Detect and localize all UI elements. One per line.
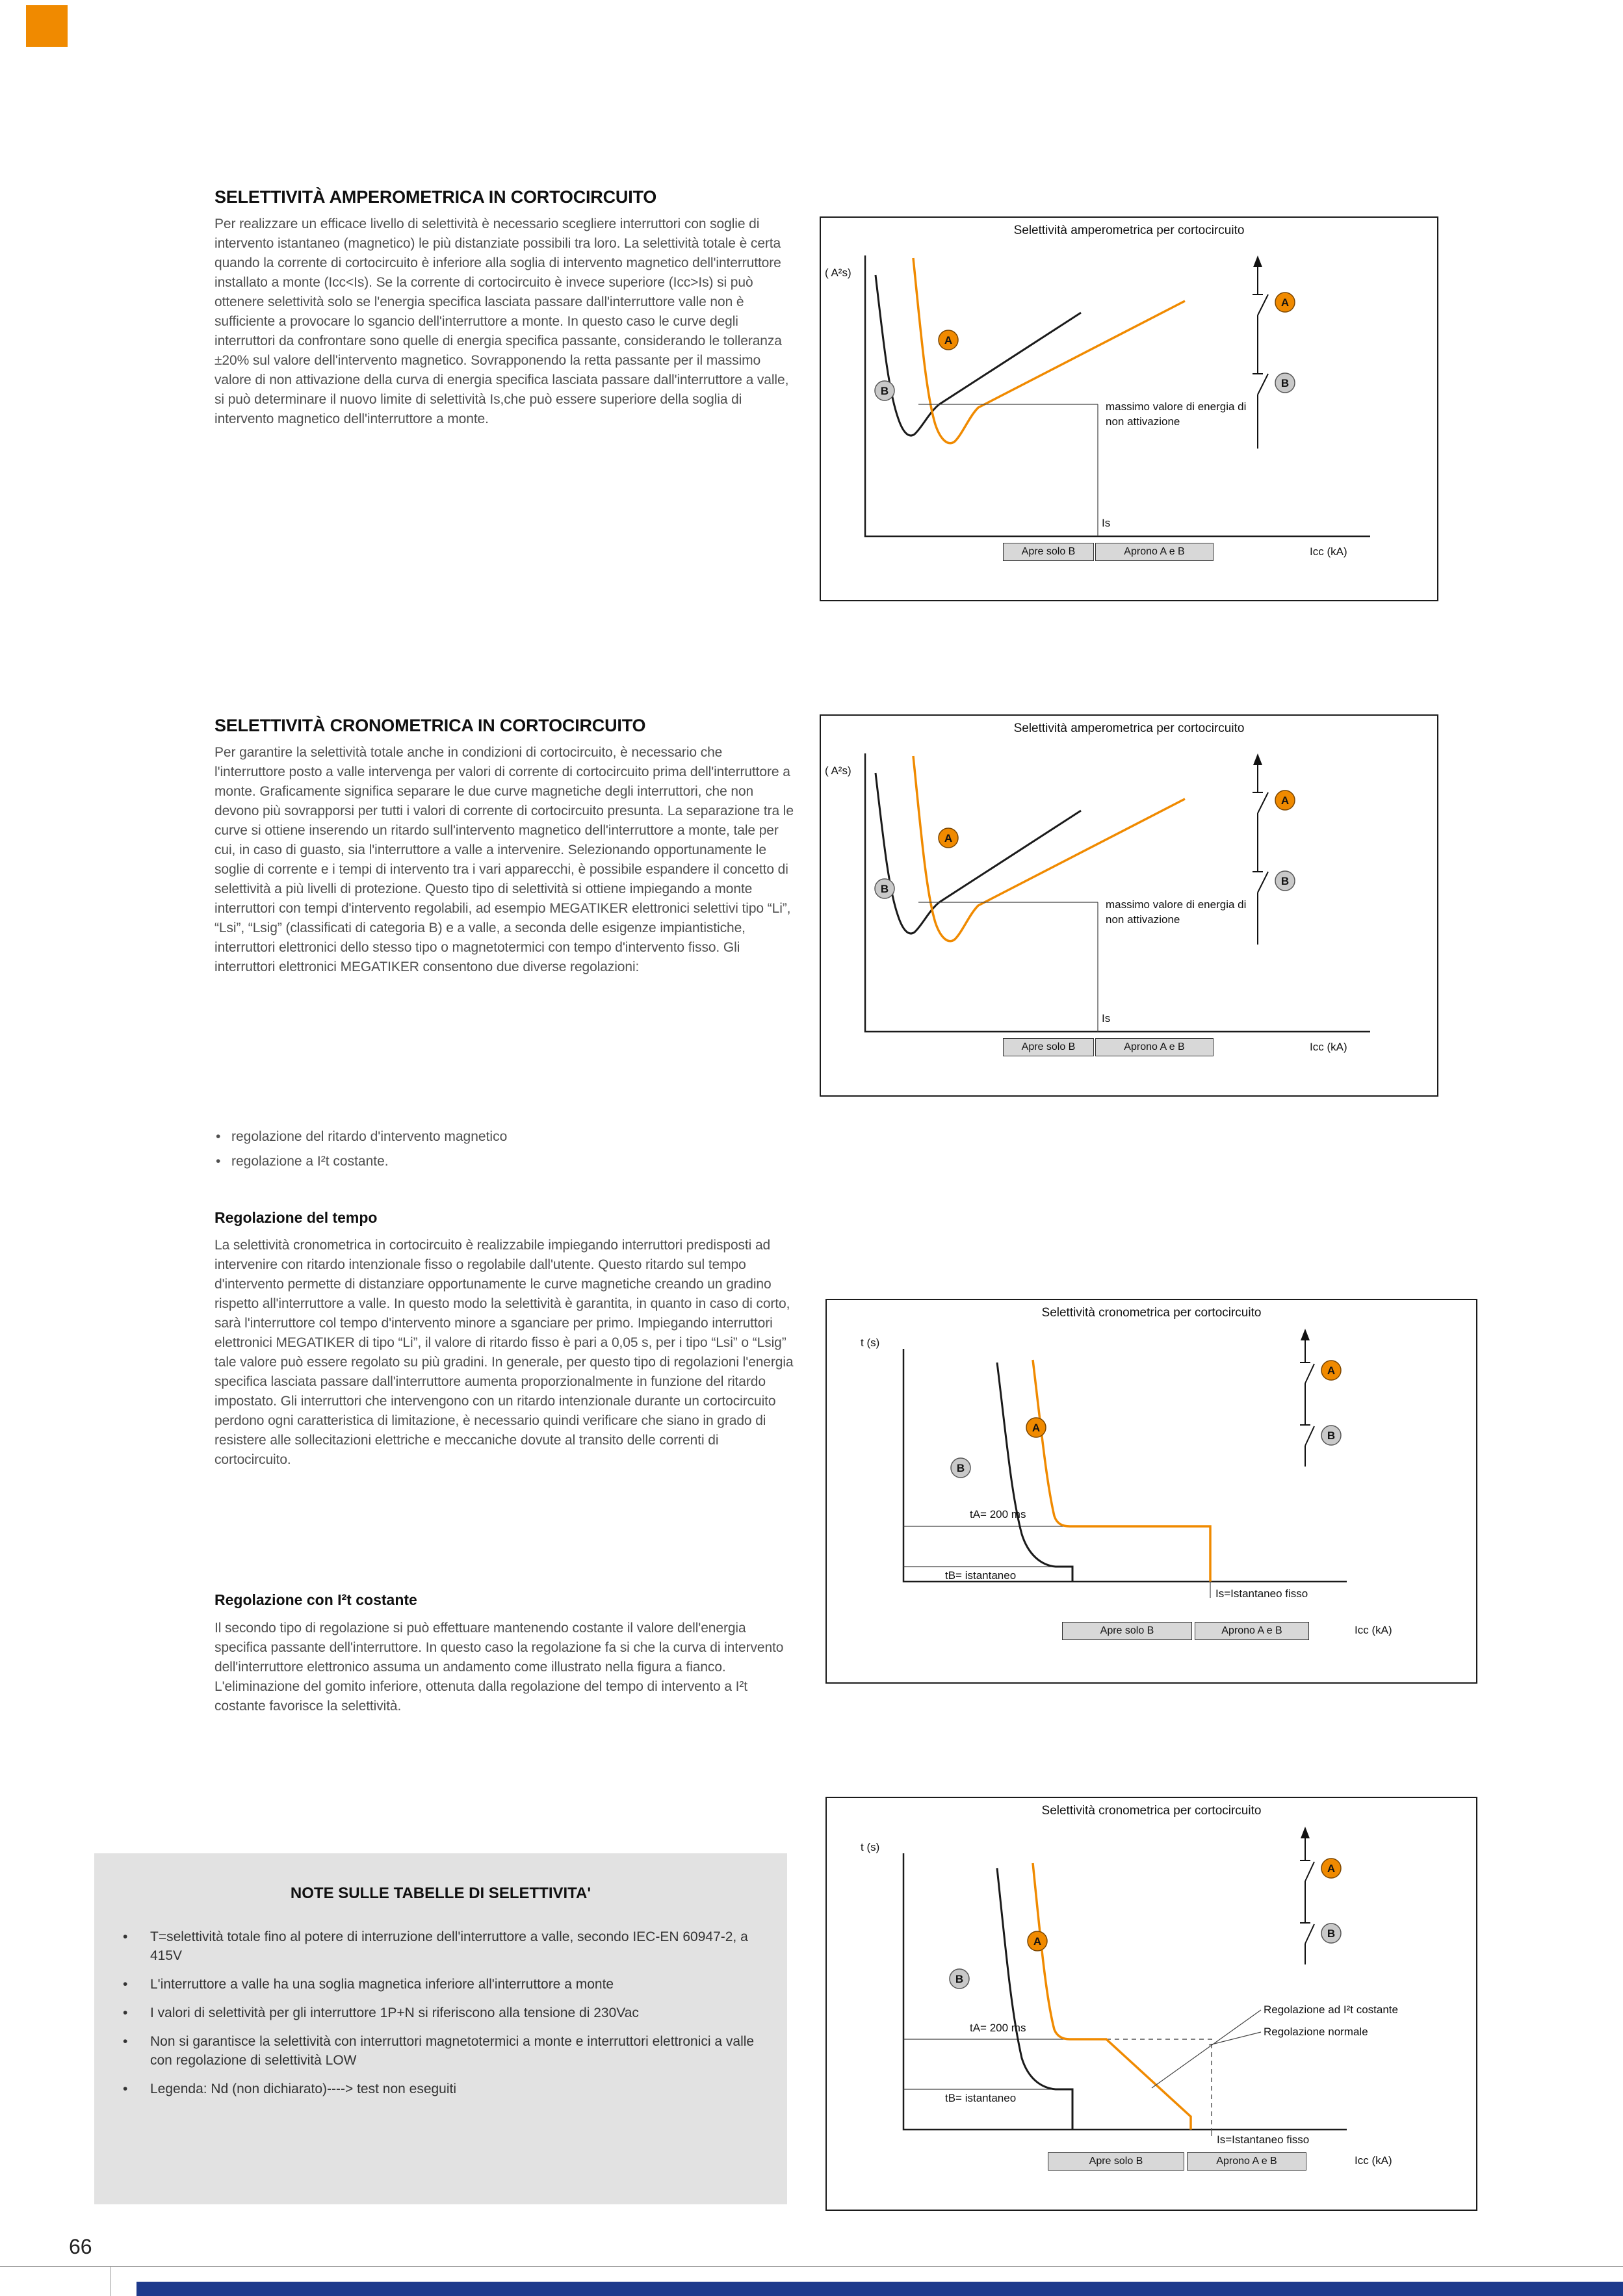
list-item: • Non si garantisce la selettività con interruttori magnetotermici a monte e interruttori elettronici a valle con regolazione di selettività LOW	[112, 2032, 760, 2070]
circuit-badge-b-label: B	[1327, 1429, 1336, 1442]
list-item: • I valori di selettività per gli interruttore 1P+N si riferiscono alla tensione di 230Vac	[112, 2003, 760, 2022]
selectivity-notes-box	[94, 1853, 787, 2204]
max-energy-reference-lines	[918, 902, 1098, 1032]
footer-blue-bar	[136, 2282, 1623, 2296]
section-amperometrica-body: Per realizzare un efficace livello di selettività è necessario scegliere interruttori con soglie di intervento istantaneo (magnetico) le più distanziate possibili tra loro. La selettività totale è certa quando la corrente di cortocircuito è inferiore alla soglia di intervento magnetico dell'interruttore installato a monte (Icc<Is). Se la corrente di cortocircuito è invece superiore (Icc>Is) si può ottenere selettività solo se l'energia specifica lasciata passare dall'interruttore valle non è sufficiente a provocare lo sgancio dell'interruttore a monte. In questo caso le curve degli interruttori da confrontare sono quelle di energia specifica passante, considerando le tolleranza ±20% sul valore dell'intervento magnetico. Sovrapponendo la retta passante per il massimo valore di non attivazione della curva di energia specifica lasciata passare dall'interruttore a valle, si può determinare il nuovo limite di selettività Is,che può essere superiore della soglia di intervento magnetico dell'interruttore a monte.	[214, 216, 789, 426]
annotation-line-2: non attivazione	[1106, 415, 1180, 428]
x-axis-label: Icc (kA)	[1355, 2154, 1392, 2167]
circuit-badge-b-label: B	[1280, 377, 1290, 389]
circuit-badge-b-label: B	[1280, 875, 1290, 887]
regulation-bullet-list	[214, 1125, 794, 1174]
badge-a-label: A	[1033, 1935, 1042, 1948]
regolazione-i2t-label: Regolazione ad I²t costante	[1264, 2003, 1398, 2016]
supply-arrow-icon	[1301, 1329, 1310, 1340]
section-amperometrica-title: SELETTIVITÀ AMPEROMETRICA IN CORTOCIRCUITO	[214, 187, 657, 207]
supply-arrow-icon	[1253, 255, 1262, 267]
curve-b-downstream	[997, 1363, 1072, 1582]
y-axis-label: t (s)	[861, 1337, 880, 1349]
notes-list	[112, 1927, 760, 2098]
supply-arrow-icon	[1301, 1827, 1310, 1838]
badge-a-label: A	[1032, 1422, 1041, 1434]
circuit-badge-a-label: A	[1280, 296, 1290, 309]
badge-a-label: A	[944, 832, 953, 844]
axes	[865, 255, 1370, 536]
chart-amperometrica-1	[820, 216, 1438, 601]
y-axis-label: t (s)	[861, 1841, 880, 1853]
time-reference-lines	[903, 2039, 1212, 2136]
is-label: Is	[1102, 1012, 1111, 1024]
annotation-line-1: massimo valore di energia di	[1106, 400, 1247, 413]
ta-label: tA= 200 ms	[970, 1508, 1026, 1520]
tb-label: tB= istantaneo	[945, 2092, 1017, 2104]
badge-b-label: B	[955, 1973, 964, 1985]
curve-b-downstream	[876, 275, 1081, 436]
y-axis-label: ( A²s)	[825, 267, 851, 279]
badge-b-label: B	[880, 883, 889, 895]
section-cronometrica-body: Per garantire la selettività totale anche in condizioni di cortocircuito, è necessario che l'interruttore posto a valle intervenga per valori di corrente di cortocircuito prima dell'interruttore a monte. Graficamente significa separare le due curve magnetiche degli interruttori, che non devono più sovrapporsi per tutti i valori di corrente di cortocircuito presunta. La separazione tra le curve si ottiene inserendo un ritardo sull'intervento magnetico dell'interruttore a monte, tale per cui, in caso di guasto, sia l'interruttore a valle a intervenire. Selezionando opportunamente le soglie di corrente e i tempi di intervento tra i vari apparecchi, è possibile espandere il concetto di selettività a più livelli di protezione. Questo tipo di selettività si ottiene impiegando a monte interruttori con tempi d'intervento regolabili, ad esempio MEGATIKER elettronici selettivi tipo “Li”, “Lsi”, “Lsig” (classificati di categoria B) e a valle, a seconda delle esigenze impiantistiche, interruttori elettronici dello stesso tipo o magnetotermici con tempo d'intervento fisso. Gli interruttori elettronici MEGATIKER consentono due diverse regolazioni:	[214, 745, 794, 974]
list-item: • Legenda: Nd (non dichiarato)----> test non eseguiti	[112, 2080, 760, 2098]
chart-title: Selettività cronometrica per cortocircuito	[1041, 1804, 1262, 1818]
footer-rule	[0, 2266, 1623, 2267]
circuit-one-line	[1253, 764, 1268, 945]
axes	[865, 753, 1370, 1032]
axes	[903, 1853, 1347, 2130]
badge-b-label: B	[880, 385, 889, 397]
is-label: Is=Istantaneo fisso	[1217, 2133, 1310, 2146]
circuit-one-line	[1300, 1837, 1314, 1964]
tb-label: tB= istantaneo	[945, 1569, 1017, 1582]
circuit-badge-a-label: A	[1327, 1862, 1336, 1875]
list-item: • L'interruttore a valle ha una soglia magnetica inferiore all'interruttore a monte	[112, 1975, 760, 1994]
circuit-one-line	[1253, 267, 1268, 449]
list-item: • regolazione a I²t costante.	[214, 1149, 794, 1174]
annotation-line-1: massimo valore di energia di	[1106, 898, 1247, 911]
zone-bar-aprono-a-e-b: Aprono A e B	[1195, 1622, 1309, 1640]
regolazione-normale-label: Regolazione normale	[1264, 2026, 1368, 2038]
footer-vertical-tick	[110, 2266, 111, 2296]
subsection-i2t-body: Il secondo tipo di regolazione si può effettuare mantenendo costante il valore dell'energia specifica passante dell'interruttore. In questo caso la regolazione fa si che la curva di intervento dell'interruttore elettronico assuma un andamento come illustrato nella figura a fianco. L'eliminazione del gomito inferiore, ottenuta dalla regolazione del tempo di intervento a I²t costante favorisce la selettività.	[214, 1621, 784, 1714]
page-number: 66	[69, 2235, 92, 2258]
circuit-one-line	[1300, 1339, 1314, 1467]
zone-bar-apre-solo-b: Apre solo B	[1048, 2152, 1184, 2171]
curve-b-downstream	[997, 1868, 1072, 2130]
list-item: • regolazione del ritardo d'intervento magnetico	[214, 1125, 794, 1149]
circuit-badge-a-label: A	[1327, 1364, 1336, 1377]
chart-cronometrica-1	[825, 1299, 1477, 1684]
zone-bar-apre-solo-b: Apre solo B	[1003, 1038, 1094, 1056]
curve-b-downstream	[876, 773, 1081, 933]
chart-title: Selettività cronometrica per cortocircuito	[1041, 1306, 1262, 1320]
x-axis-label: Icc (kA)	[1310, 545, 1347, 558]
chart-amperometrica-2	[820, 714, 1438, 1097]
subsection-regolazione-tempo-body: La selettività cronometrica in cortocircuito è realizzabile impiegando interruttori predisposti ad intervenire con ritardo intenzionale fisso o regolabile dall'utente. Questo ritardo sul tempo d'intervento permette di distanziare opportunamente le curve magnetiche creando un gradino rispetto all'interruttore a valle. In questo modo la selettività è garantita, in quanto in caso di corto, sarà l'interruttore col tempo d'intervento minore a sganciare per primo. Impiegando interruttori elettronici MEGATIKER di tipo “Li”, il valore di ritardo fisso è pari a 0,05 s, per i tipo “Lsi” o “Lsig” tale valore può essere regolato su più gradini. In generale, per questo tipo di regolazioni l'energia specifica lasciata passare dall'interruttore aumenta proporzionalmente in funzione del ritardo impostato. Gli interruttori che intervengono con un ritardo intenzionale durante un cortocircuito perdono ogni caratteristica di limitazione, è necessario quindi verificare che siano in grado di resistere alle sollecitazioni elettriche e meccaniche dovute al transito delle correnti di cortocircuito.	[214, 1238, 794, 1467]
section-cronometrica-title: SELETTIVITÀ CRONOMETRICA IN CORTOCIRCUITO	[214, 716, 646, 735]
x-axis-label: Icc (kA)	[1310, 1041, 1347, 1053]
zone-bar-aprono-a-e-b: Aprono A e B	[1095, 1038, 1214, 1056]
zone-bar-apre-solo-b: Apre solo B	[1062, 1622, 1192, 1640]
ta-label: tA= 200 ms	[970, 2022, 1026, 2034]
list-item: • T=selettività totale fino al potere di interruzione dell'interruttore a valle, secondo IEC-EN 60947-2, a 415V	[112, 1927, 760, 1965]
supply-arrow-icon	[1253, 753, 1262, 765]
circuit-badge-b-label: B	[1327, 1927, 1336, 1940]
zone-bar-aprono-a-e-b: Aprono A e B	[1095, 543, 1214, 561]
y-axis-label: ( A²s)	[825, 764, 851, 777]
chart-title: Selettività amperometrica per cortocircuito	[1013, 224, 1245, 237]
circuit-badge-a-label: A	[1280, 794, 1290, 807]
badge-b-label: B	[956, 1462, 965, 1474]
zone-bar-aprono-a-e-b: Aprono A e B	[1187, 2152, 1306, 2171]
is-label: Is	[1102, 517, 1111, 529]
is-label: Is=Istantaneo fisso	[1215, 1587, 1308, 1600]
notes-title: NOTE SULLE TABELLE DI SELETTIVITA'	[290, 1885, 591, 1902]
badge-a-label: A	[944, 334, 953, 346]
brand-corner-square	[26, 5, 68, 47]
x-axis-label: Icc (kA)	[1355, 1624, 1392, 1636]
time-reference-lines	[903, 1526, 1210, 1598]
zone-bar-apre-solo-b: Apre solo B	[1003, 543, 1094, 561]
subsection-i2t-title: Regolazione con I²t costante	[214, 1591, 417, 1608]
subsection-regolazione-tempo-title: Regolazione del tempo	[214, 1209, 378, 1226]
chart-title: Selettività amperometrica per cortocircuito	[1013, 722, 1245, 735]
curve-a-upstream	[1033, 1360, 1210, 1582]
annotation-line-2: non attivazione	[1106, 913, 1180, 926]
max-energy-reference-lines	[918, 404, 1098, 536]
leader-lines	[1152, 2010, 1261, 2088]
chart-cronometrica-2	[825, 1797, 1477, 2211]
